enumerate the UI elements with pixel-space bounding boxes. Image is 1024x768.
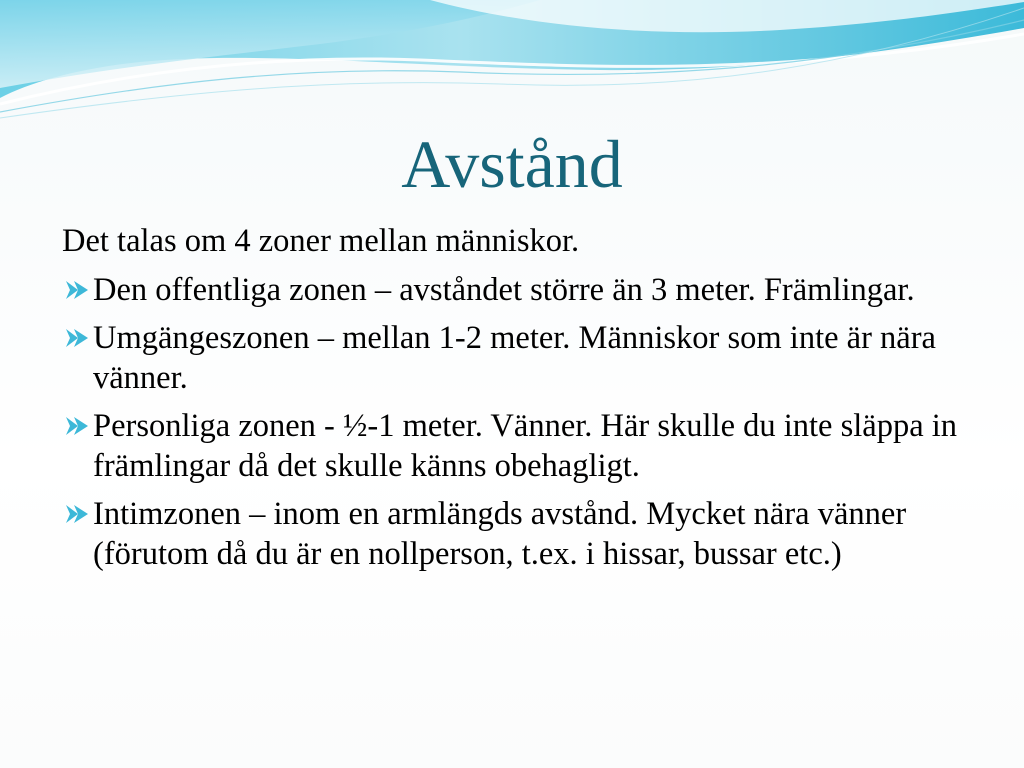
arrow-bullet-icon — [64, 414, 90, 438]
bullet-item-public-zone — [62, 270, 962, 310]
intro-text: Det talas om 4 zoner mellan människor. — [62, 223, 580, 259]
bullet-item-intimate-zone — [62, 494, 962, 574]
bullet-text: Personliga zonen - ½-1 meter. Vänner. Här skulle du inte släppa in främlingar då det skulle känns obehagligt. — [93, 408, 958, 484]
arrow-bullet-icon — [64, 326, 90, 350]
bullet-text: Intimzonen – inom en armlängds avstånd. Mycket nära vänner (förutom då du är en nollperson, t.ex. i hissar, bussar etc.) — [93, 496, 907, 572]
bullet-list — [62, 270, 962, 574]
arrow-bullet-icon — [64, 502, 90, 526]
bullet-text: Umgängeszonen – mellan 1-2 meter. Människor som inte är nära vänner. — [93, 320, 936, 396]
slide-body — [62, 221, 962, 582]
bullet-item-social-zone — [62, 318, 962, 398]
bullet-item-personal-zone — [62, 406, 962, 486]
arrow-bullet-icon — [64, 278, 90, 302]
slide-title: Avstånd — [401, 126, 623, 202]
wave-header-decoration — [0, 0, 1024, 130]
bullet-text: Den offentliga zonen – avståndet större än 3 meter. Främlingar. — [93, 272, 915, 308]
